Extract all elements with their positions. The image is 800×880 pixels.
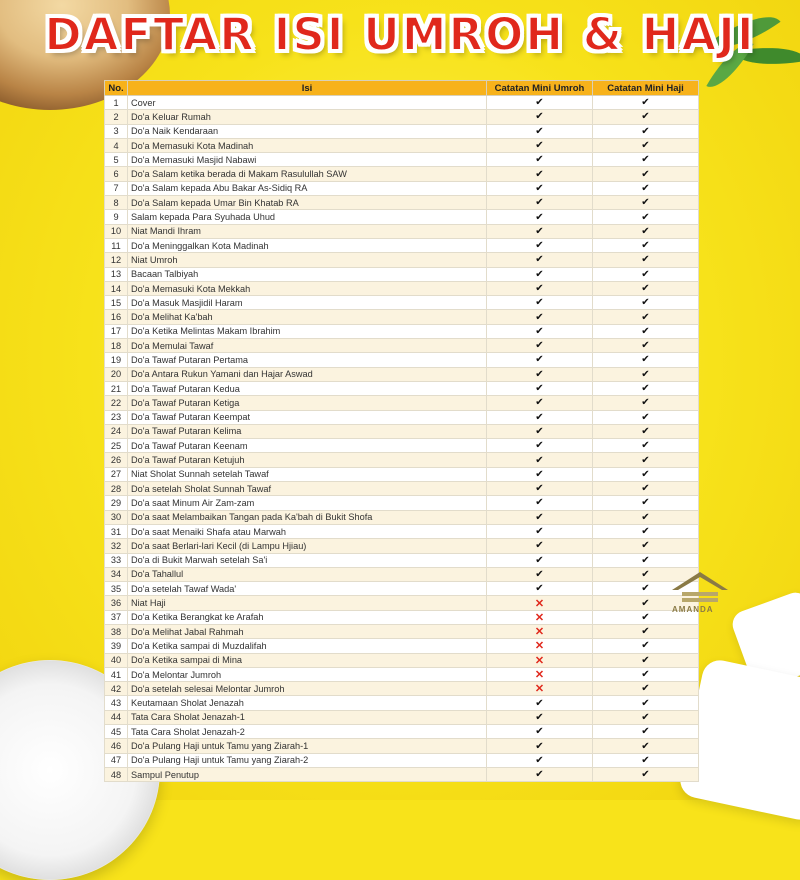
row-haji-mark: ✔ — [593, 181, 699, 195]
row-haji-mark: ✔ — [593, 324, 699, 338]
row-number: 37 — [105, 610, 128, 624]
row-title: Do'a Pulang Haji untuk Tamu yang Ziarah-1 — [128, 739, 487, 753]
row-haji-mark: ✔ — [593, 725, 699, 739]
row-title: Do'a Salam kepada Abu Bakar As-Sidiq RA — [128, 181, 487, 195]
row-haji-mark: ✔ — [593, 510, 699, 524]
row-title: Do'a saat Minum Air Zam-zam — [128, 496, 487, 510]
row-haji-mark: ✔ — [593, 296, 699, 310]
row-number: 31 — [105, 524, 128, 538]
row-haji-mark: ✔ — [593, 310, 699, 324]
row-umroh-mark: ✔ — [487, 524, 593, 538]
row-haji-mark: ✔ — [593, 110, 699, 124]
table-row — [105, 124, 699, 138]
row-number: 7 — [105, 181, 128, 195]
row-title: Salam kepada Para Syuhada Uhud — [128, 210, 487, 224]
row-haji-mark: ✔ — [593, 696, 699, 710]
row-umroh-mark: ✔ — [487, 753, 593, 767]
table-row — [105, 739, 699, 753]
row-title: Tata Cara Sholat Jenazah-1 — [128, 710, 487, 724]
row-haji-mark: ✔ — [593, 739, 699, 753]
table-row — [105, 410, 699, 424]
row-haji-mark: ✔ — [593, 267, 699, 281]
row-number: 3 — [105, 124, 128, 138]
row-haji-mark: ✔ — [593, 410, 699, 424]
row-title: Do'a Melontar Jumroh — [128, 667, 487, 681]
row-number: 42 — [105, 682, 128, 696]
row-number: 26 — [105, 453, 128, 467]
row-title: Do'a Tawaf Putaran Kedua — [128, 381, 487, 395]
row-title: Do'a Salam ketika berada di Makam Rasulullah SAW — [128, 167, 487, 181]
row-haji-mark: ✔ — [593, 582, 699, 596]
row-haji-mark: ✔ — [593, 539, 699, 553]
row-title: Do'a setelah Tawaf Wada' — [128, 582, 487, 596]
row-title: Niat Haji — [128, 596, 487, 610]
table-row — [105, 553, 699, 567]
row-title: Niat Umroh — [128, 253, 487, 267]
row-haji-mark: ✔ — [593, 653, 699, 667]
row-title: Do'a Salam kepada Umar Bin Khatab RA — [128, 196, 487, 210]
row-number: 15 — [105, 296, 128, 310]
row-haji-mark: ✔ — [593, 138, 699, 152]
row-number: 17 — [105, 324, 128, 338]
row-haji-mark: ✔ — [593, 253, 699, 267]
row-umroh-mark: ✔ — [487, 96, 593, 110]
row-haji-mark: ✔ — [593, 710, 699, 724]
row-haji-mark: ✔ — [593, 753, 699, 767]
table-row — [105, 196, 699, 210]
row-number: 46 — [105, 739, 128, 753]
row-number: 43 — [105, 696, 128, 710]
row-umroh-mark: ✔ — [487, 181, 593, 195]
table-row — [105, 639, 699, 653]
table-row — [105, 153, 699, 167]
row-umroh-mark: ✔ — [487, 553, 593, 567]
row-title: Do'a Tawaf Putaran Ketujuh — [128, 453, 487, 467]
page-title: DAFTAR ISI UMROH & HAJI — [44, 8, 756, 61]
row-number: 11 — [105, 238, 128, 252]
table-row — [105, 210, 699, 224]
table-row — [105, 582, 699, 596]
table-row — [105, 596, 699, 610]
row-number: 16 — [105, 310, 128, 324]
row-title: Do'a Ketika Berangkat ke Arafah — [128, 610, 487, 624]
table-row — [105, 696, 699, 710]
row-number: 10 — [105, 224, 128, 238]
row-haji-mark: ✔ — [593, 167, 699, 181]
row-number: 35 — [105, 582, 128, 596]
row-title: Do'a Ketika Melintas Makam Ibrahim — [128, 324, 487, 338]
row-title: Do'a saat Berlari-lari Kecil (di Lampu Hjiau) — [128, 539, 487, 553]
row-title: Do'a Tawaf Putaran Keenam — [128, 439, 487, 453]
row-number: 48 — [105, 767, 128, 781]
row-umroh-mark: ✔ — [487, 324, 593, 338]
table-row — [105, 725, 699, 739]
row-umroh-mark: ✔ — [487, 510, 593, 524]
table-row — [105, 267, 699, 281]
row-title: Tata Cara Sholat Jenazah-2 — [128, 725, 487, 739]
row-haji-mark: ✔ — [593, 682, 699, 696]
logo-text: AMANDA — [672, 605, 714, 614]
row-haji-mark: ✔ — [593, 567, 699, 581]
table-row — [105, 467, 699, 481]
row-umroh-mark: ✔ — [487, 196, 593, 210]
table-row — [105, 653, 699, 667]
table-of-contents — [104, 80, 698, 782]
row-title: Do'a Tawaf Putaran Kelima — [128, 424, 487, 438]
row-title: Do'a Memasuki Masjid Nabawi — [128, 153, 487, 167]
row-number: 12 — [105, 253, 128, 267]
row-umroh-mark: ✔ — [487, 767, 593, 781]
table-row — [105, 138, 699, 152]
row-umroh-mark: ✔ — [487, 367, 593, 381]
row-number: 45 — [105, 725, 128, 739]
row-umroh-mark: ✔ — [487, 310, 593, 324]
row-umroh-mark: ✔ — [487, 353, 593, 367]
row-haji-mark: ✔ — [593, 624, 699, 638]
row-umroh-mark: ✔ — [487, 410, 593, 424]
row-umroh-mark: ✔ — [487, 567, 593, 581]
row-haji-mark: ✔ — [593, 596, 699, 610]
table-row — [105, 396, 699, 410]
row-umroh-mark: ✔ — [487, 267, 593, 281]
table-row — [105, 710, 699, 724]
table-row — [105, 110, 699, 124]
row-number: 28 — [105, 482, 128, 496]
row-umroh-mark: ✕ — [487, 596, 593, 610]
row-title: Keutamaan Sholat Jenazah — [128, 696, 487, 710]
row-umroh-mark: ✔ — [487, 339, 593, 353]
row-title: Do'a di Bukit Marwah setelah Sa'i — [128, 553, 487, 567]
table-row — [105, 524, 699, 538]
row-title: Do'a Memulai Tawaf — [128, 339, 487, 353]
table-row — [105, 753, 699, 767]
table-row — [105, 296, 699, 310]
table-row — [105, 167, 699, 181]
row-title: Do'a Naik Kendaraan — [128, 124, 487, 138]
row-umroh-mark: ✔ — [487, 467, 593, 481]
table-row — [105, 453, 699, 467]
row-umroh-mark: ✔ — [487, 696, 593, 710]
column-header-isi: Isi — [128, 81, 487, 96]
row-haji-mark: ✔ — [593, 667, 699, 681]
row-haji-mark: ✔ — [593, 153, 699, 167]
row-umroh-mark: ✕ — [487, 653, 593, 667]
row-number: 9 — [105, 210, 128, 224]
table-row — [105, 624, 699, 638]
row-number: 47 — [105, 753, 128, 767]
table-row — [105, 339, 699, 353]
row-number: 5 — [105, 153, 128, 167]
table-header-row — [105, 81, 699, 96]
table-row — [105, 667, 699, 681]
row-umroh-mark: ✔ — [487, 725, 593, 739]
row-title: Do'a Melihat Ka'bah — [128, 310, 487, 324]
row-title: Do'a Ketika sampai di Muzdalifah — [128, 639, 487, 653]
row-number: 20 — [105, 367, 128, 381]
row-number: 41 — [105, 667, 128, 681]
table-row — [105, 181, 699, 195]
row-umroh-mark: ✔ — [487, 224, 593, 238]
row-number: 14 — [105, 281, 128, 295]
row-umroh-mark: ✔ — [487, 582, 593, 596]
row-number: 23 — [105, 410, 128, 424]
row-number: 8 — [105, 196, 128, 210]
row-number: 22 — [105, 396, 128, 410]
row-haji-mark: ✔ — [593, 424, 699, 438]
row-title: Cover — [128, 96, 487, 110]
row-umroh-mark: ✔ — [487, 110, 593, 124]
row-umroh-mark: ✔ — [487, 539, 593, 553]
row-number: 36 — [105, 596, 128, 610]
row-title: Do'a saat Menaiki Shafa atau Marwah — [128, 524, 487, 538]
row-number: 32 — [105, 539, 128, 553]
table-row — [105, 281, 699, 295]
table-row — [105, 367, 699, 381]
row-umroh-mark: ✔ — [487, 710, 593, 724]
row-number: 33 — [105, 553, 128, 567]
row-umroh-mark: ✕ — [487, 682, 593, 696]
row-umroh-mark: ✔ — [487, 153, 593, 167]
row-title: Do'a Melihat Jabal Rahmah — [128, 624, 487, 638]
table-row — [105, 496, 699, 510]
table-row — [105, 310, 699, 324]
row-title: Niat Mandi Ihram — [128, 224, 487, 238]
row-haji-mark: ✔ — [593, 453, 699, 467]
row-number: 29 — [105, 496, 128, 510]
row-haji-mark: ✔ — [593, 339, 699, 353]
row-title: Bacaan Talbiyah — [128, 267, 487, 281]
row-haji-mark: ✔ — [593, 381, 699, 395]
table-row — [105, 682, 699, 696]
row-umroh-mark: ✔ — [487, 482, 593, 496]
row-haji-mark: ✔ — [593, 439, 699, 453]
row-title: Do'a setelah selesai Melontar Jumroh — [128, 682, 487, 696]
row-title: Do'a Tawaf Putaran Ketiga — [128, 396, 487, 410]
table-row — [105, 381, 699, 395]
row-haji-mark: ✔ — [593, 224, 699, 238]
row-haji-mark: ✔ — [593, 210, 699, 224]
row-haji-mark: ✔ — [593, 610, 699, 624]
row-umroh-mark: ✔ — [487, 238, 593, 252]
row-title: Niat Sholat Sunnah setelah Tawaf — [128, 467, 487, 481]
row-title: Do'a Meninggalkan Kota Madinah — [128, 238, 487, 252]
table-row — [105, 567, 699, 581]
row-title: Do'a saat Melambaikan Tangan pada Ka'bah di Bukit Shofa — [128, 510, 487, 524]
column-header-umroh: Catatan Mini Umroh — [487, 81, 593, 96]
row-umroh-mark: ✕ — [487, 667, 593, 681]
row-umroh-mark: ✔ — [487, 424, 593, 438]
row-haji-mark: ✔ — [593, 238, 699, 252]
row-umroh-mark: ✔ — [487, 453, 593, 467]
table-row — [105, 253, 699, 267]
row-umroh-mark: ✔ — [487, 138, 593, 152]
column-header-haji: Catatan Mini Haji — [593, 81, 699, 96]
row-haji-mark: ✔ — [593, 196, 699, 210]
table-row — [105, 224, 699, 238]
row-haji-mark: ✔ — [593, 553, 699, 567]
row-title: Do'a Memasuki Kota Mekkah — [128, 281, 487, 295]
row-haji-mark: ✔ — [593, 353, 699, 367]
row-title: Do'a Masuk Masjidil Haram — [128, 296, 487, 310]
row-number: 4 — [105, 138, 128, 152]
table-row — [105, 510, 699, 524]
row-haji-mark: ✔ — [593, 496, 699, 510]
table-row — [105, 610, 699, 624]
row-umroh-mark: ✔ — [487, 124, 593, 138]
row-haji-mark: ✔ — [593, 482, 699, 496]
table-row — [105, 424, 699, 438]
row-haji-mark: ✔ — [593, 467, 699, 481]
row-title: Do'a Memasuki Kota Madinah — [128, 138, 487, 152]
row-number: 40 — [105, 653, 128, 667]
row-title: Sampul Penutup — [128, 767, 487, 781]
row-number: 38 — [105, 624, 128, 638]
row-number: 24 — [105, 424, 128, 438]
row-title: Do'a Tawaf Putaran Keempat — [128, 410, 487, 424]
row-umroh-mark: ✔ — [487, 381, 593, 395]
row-haji-mark: ✔ — [593, 96, 699, 110]
row-number: 1 — [105, 96, 128, 110]
row-title: Do'a Keluar Rumah — [128, 110, 487, 124]
row-umroh-mark: ✔ — [487, 496, 593, 510]
row-haji-mark: ✔ — [593, 767, 699, 781]
row-haji-mark: ✔ — [593, 524, 699, 538]
row-haji-mark: ✔ — [593, 124, 699, 138]
row-umroh-mark: ✕ — [487, 610, 593, 624]
row-umroh-mark: ✔ — [487, 210, 593, 224]
row-umroh-mark: ✔ — [487, 396, 593, 410]
row-umroh-mark: ✔ — [487, 281, 593, 295]
table-row — [105, 238, 699, 252]
row-title: Do'a Antara Rukun Yamani dan Hajar Aswad — [128, 367, 487, 381]
row-number: 13 — [105, 267, 128, 281]
row-number: 27 — [105, 467, 128, 481]
row-number: 25 — [105, 439, 128, 453]
row-haji-mark: ✔ — [593, 396, 699, 410]
row-number: 19 — [105, 353, 128, 367]
row-number: 30 — [105, 510, 128, 524]
row-title: Do'a Tahallul — [128, 567, 487, 581]
table-row — [105, 324, 699, 338]
row-number: 44 — [105, 710, 128, 724]
row-umroh-mark: ✔ — [487, 253, 593, 267]
table-row — [105, 353, 699, 367]
row-umroh-mark: ✕ — [487, 639, 593, 653]
row-number: 21 — [105, 381, 128, 395]
row-number: 18 — [105, 339, 128, 353]
table-row — [105, 439, 699, 453]
contents-table — [104, 80, 699, 782]
row-umroh-mark: ✔ — [487, 167, 593, 181]
row-number: 39 — [105, 639, 128, 653]
table-row — [105, 767, 699, 781]
row-number: 34 — [105, 567, 128, 581]
row-umroh-mark: ✔ — [487, 739, 593, 753]
row-title: Do'a Pulang Haji untuk Tamu yang Ziarah-2 — [128, 753, 487, 767]
table-row — [105, 482, 699, 496]
row-umroh-mark: ✔ — [487, 439, 593, 453]
row-title: Do'a Tawaf Putaran Pertama — [128, 353, 487, 367]
row-number: 6 — [105, 167, 128, 181]
column-header-no: No. — [105, 81, 128, 96]
row-title: Do'a Ketika sampai di Mina — [128, 653, 487, 667]
row-haji-mark: ✔ — [593, 367, 699, 381]
row-umroh-mark: ✔ — [487, 296, 593, 310]
row-haji-mark: ✔ — [593, 281, 699, 295]
table-row — [105, 539, 699, 553]
row-umroh-mark: ✕ — [487, 624, 593, 638]
row-title: Do'a setelah Sholat Sunnah Tawaf — [128, 482, 487, 496]
row-number: 2 — [105, 110, 128, 124]
table-row — [105, 96, 699, 110]
row-haji-mark: ✔ — [593, 639, 699, 653]
